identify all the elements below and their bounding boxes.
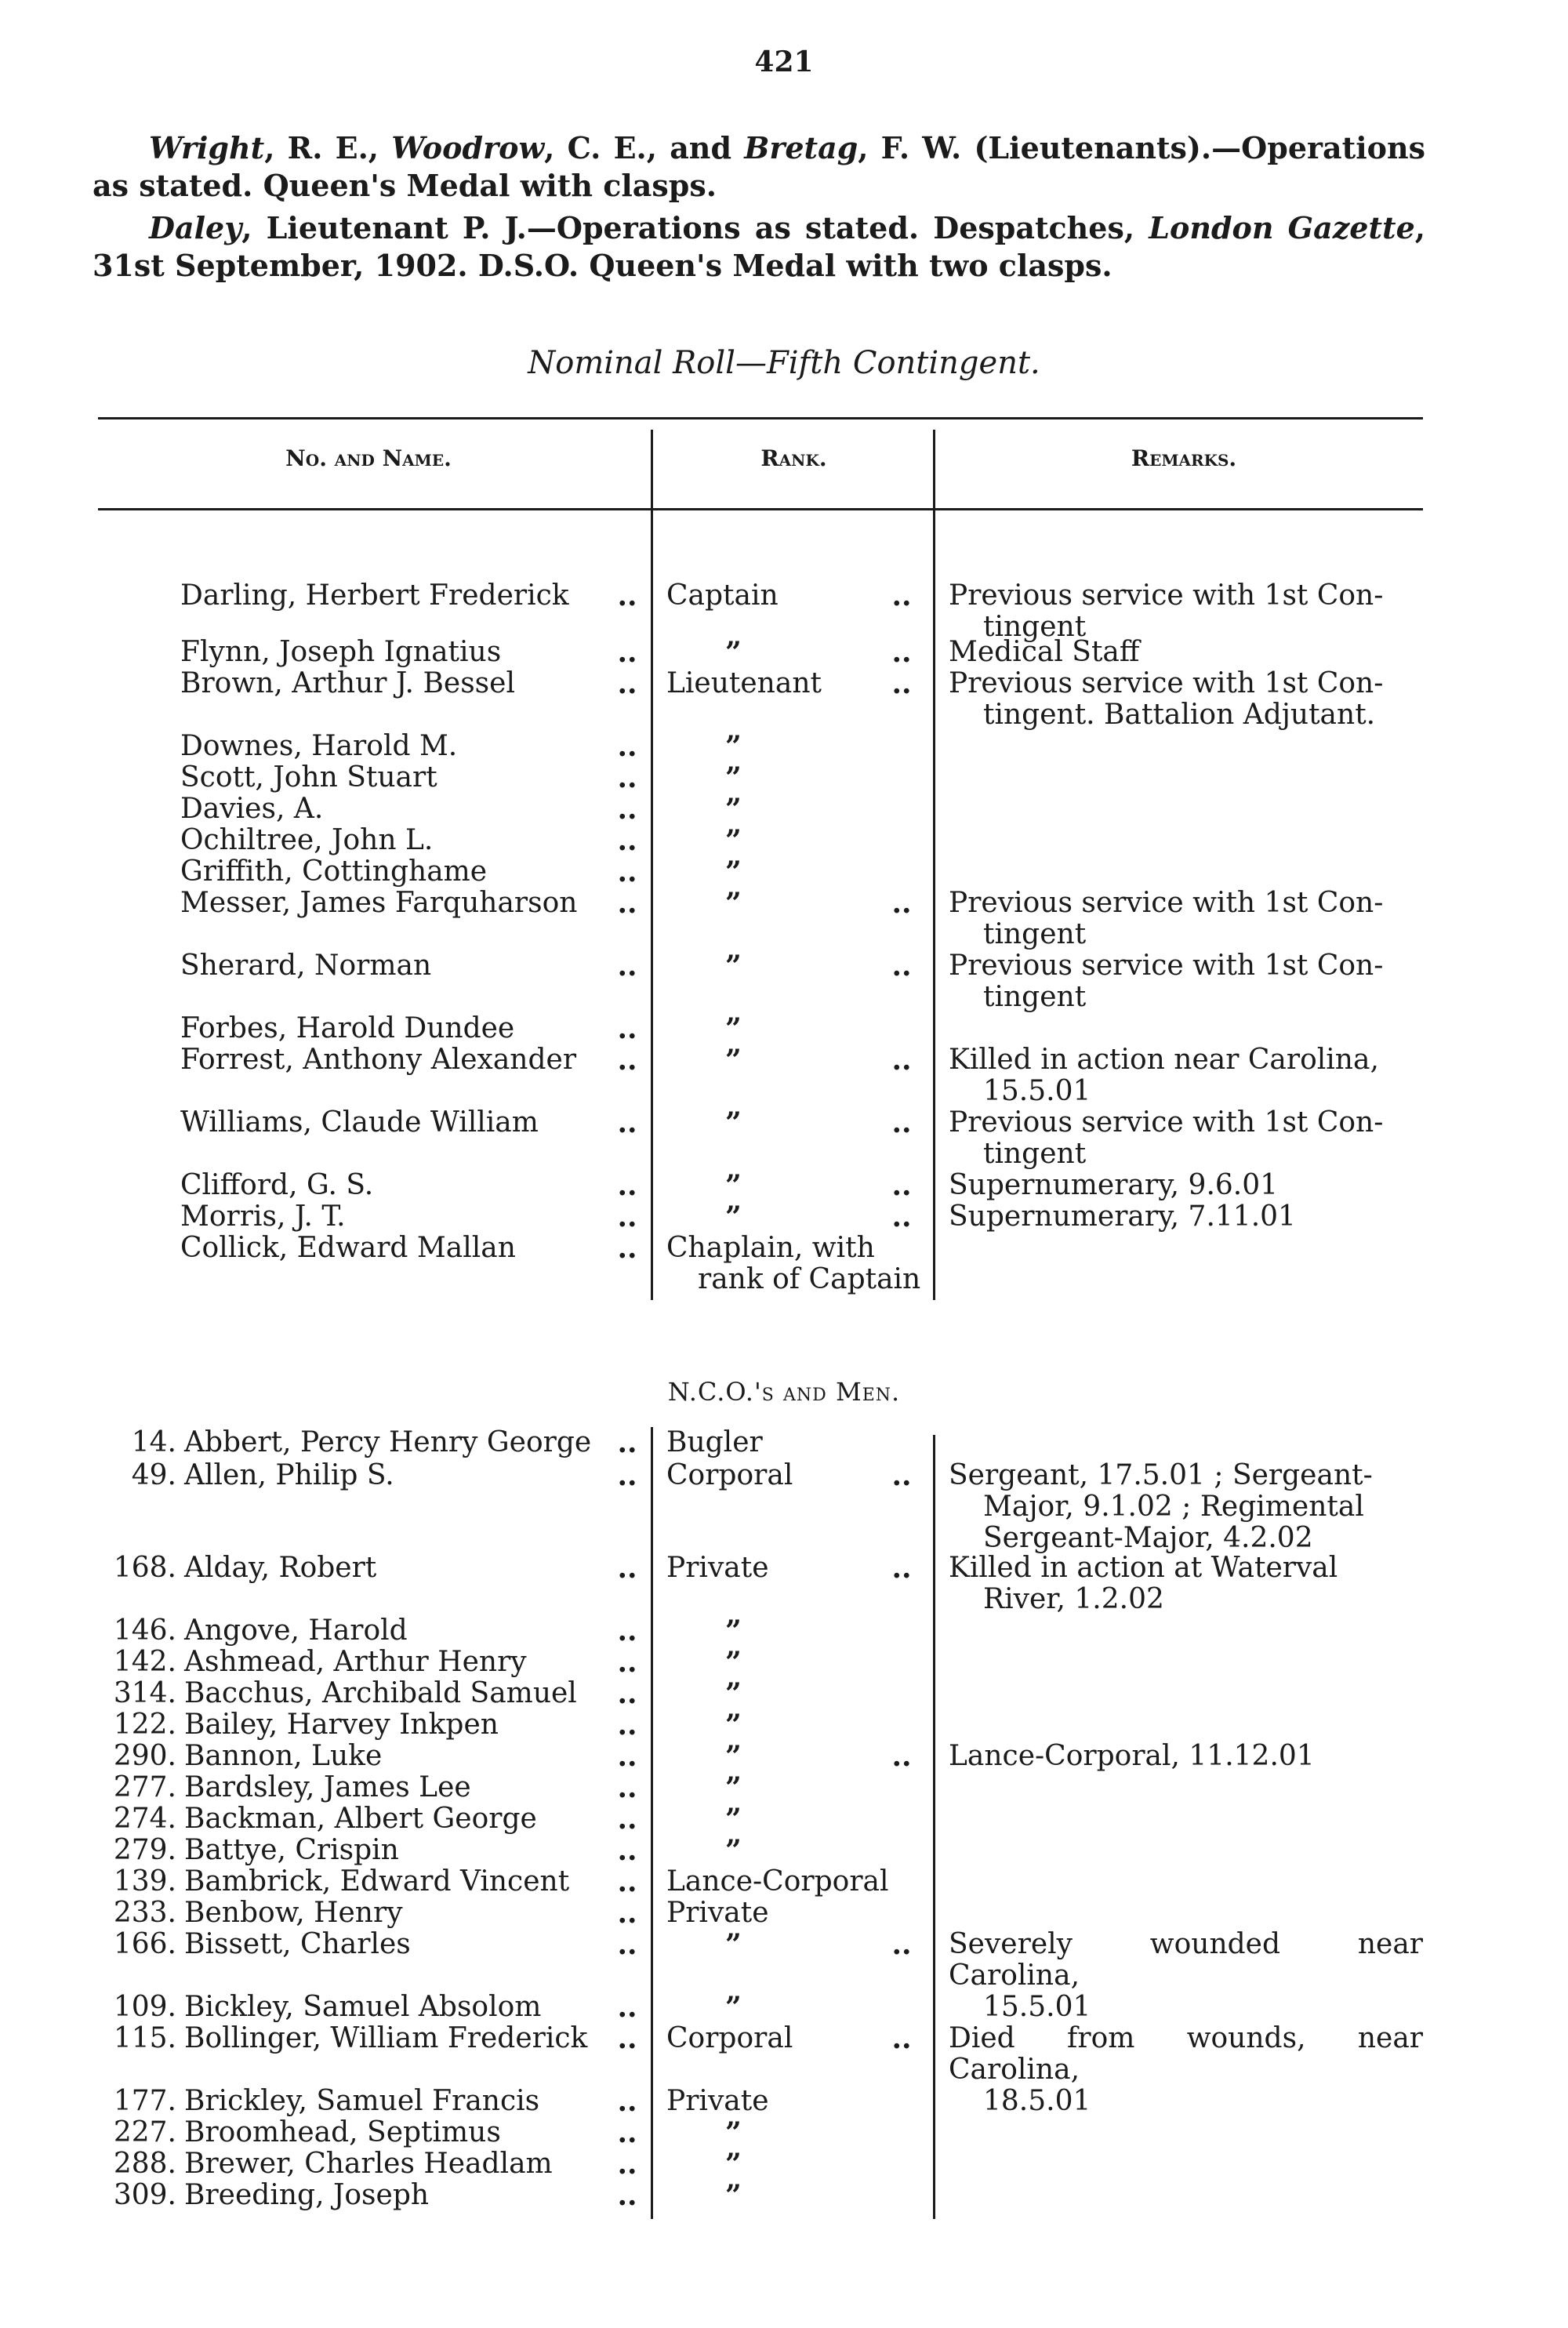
- leader-dots: ..: [617, 1169, 637, 1202]
- remark-line: 15.5.01: [983, 1075, 1091, 1107]
- column-header-remarks: Remarks.: [1131, 445, 1237, 471]
- remark-line: Lance-Corporal, 11.12.01: [949, 1740, 1315, 1772]
- leader-dots: ..: [617, 1740, 637, 1773]
- service-number: 122.: [113, 1709, 176, 1741]
- leader-dots: ..: [891, 1044, 912, 1077]
- nco-name: Bollinger, William Frederick: [184, 2022, 588, 2054]
- officer-remark: [949, 668, 1423, 731]
- officer-remark: [949, 1044, 1423, 1107]
- officer-rank: ”: [725, 1200, 742, 1233]
- officer-rank: ”: [725, 824, 742, 857]
- nco-name: Brickley, Samuel Francis: [184, 2085, 540, 2117]
- officer-rank: ”: [725, 761, 742, 794]
- intro-text: [93, 129, 1425, 285]
- leader-dots: ..: [617, 636, 637, 669]
- remark-line: Supernumerary, 9.6.01: [949, 1169, 1279, 1201]
- remark-line: Previous service with 1st Con-: [949, 667, 1384, 699]
- service-number: 14.: [131, 1426, 176, 1458]
- officer-name: Flynn, Joseph Ignatius: [180, 636, 502, 668]
- london-gazette: London Gazette: [1149, 210, 1415, 245]
- nco-name: Bissett, Charles: [184, 1928, 411, 1960]
- officer-name: Ochiltree, John L.: [180, 824, 434, 856]
- remark-line: tingent. Battalion Adjutant.: [983, 699, 1376, 731]
- remark-line: tingent: [983, 611, 1087, 643]
- officer-rank: ”: [725, 793, 742, 826]
- leader-dots: ..: [891, 1552, 912, 1585]
- leader-dots: ..: [617, 950, 637, 982]
- intro-paragraph-1: Wright, R. E., Woodrow, C. E., and Bretag, F. W. (Lieutenants).—Operations as stated. Queen's Medal with clasps.: [93, 130, 1425, 203]
- officer-remark: [949, 580, 1423, 643]
- leader-dots: ..: [617, 579, 637, 612]
- nco-rank: Private: [666, 1897, 769, 1929]
- leader-dots: ..: [617, 1834, 637, 1867]
- nco-name: Brewer, Charles Headlam: [184, 2148, 553, 2180]
- nco-rank: Corporal: [666, 1459, 793, 1491]
- remark-line: 18.5.01: [983, 2085, 1091, 2117]
- remark-line: Previous service with 1st Con-: [949, 950, 1384, 982]
- officer-name: Clifford, G. S.: [180, 1169, 374, 1201]
- leader-dots: ..: [617, 730, 637, 763]
- service-number: 115.: [113, 2022, 176, 2054]
- remark-line: Major, 9.1.02 ; Regimental: [983, 1491, 1364, 1523]
- leader-dots: ..: [617, 1106, 637, 1139]
- leader-dots: ..: [891, 636, 912, 669]
- leader-dots: ..: [617, 1200, 637, 1233]
- leader-dots: ..: [617, 1865, 637, 1898]
- officer-name: Brown, Arthur J. Bessel: [180, 667, 515, 699]
- service-number: 290.: [113, 1740, 176, 1772]
- remark-line: Previous service with 1st Con-: [949, 579, 1384, 612]
- officer-remark: [949, 1170, 1423, 1201]
- nco-rank: Bugler: [666, 1426, 763, 1458]
- leader-dots: ..: [617, 1709, 637, 1741]
- service-number: 139.: [113, 1865, 176, 1898]
- service-number: 146.: [113, 1614, 176, 1647]
- nco-remark: [949, 1929, 1423, 2023]
- leader-dots: ..: [617, 1012, 637, 1045]
- remark-line: Previous service with 1st Con-: [949, 887, 1384, 919]
- service-number: 166.: [113, 1928, 176, 1960]
- leader-dots: ..: [891, 887, 912, 920]
- leader-dots: ..: [891, 2022, 912, 2055]
- leader-dots: ..: [617, 887, 637, 920]
- nco-heading: N.C.O.'s and Men.: [667, 1377, 901, 1407]
- leader-dots: ..: [617, 1991, 637, 2024]
- surname-woodrow: Woodrow: [391, 130, 545, 165]
- leader-dots: ..: [891, 950, 912, 982]
- officer-rank: [666, 1233, 925, 1295]
- leader-dots: ..: [617, 793, 637, 826]
- remark-line: tingent: [983, 1138, 1087, 1170]
- service-number: 109.: [113, 1991, 176, 2023]
- nco-rank: Lance-Corporal: [666, 1865, 889, 1898]
- table-top-rule: [98, 417, 1423, 419]
- remark-line: Sergeant-Major, 4.2.02: [983, 1522, 1313, 1554]
- nco-rank: ”: [725, 1614, 742, 1647]
- remark-line: 15.5.01: [983, 1991, 1091, 2023]
- officer-rank: ”: [725, 730, 742, 763]
- service-number: 277.: [113, 1771, 176, 1803]
- officer-name: Williams, Claude William: [180, 1106, 539, 1139]
- leader-dots: ..: [617, 1928, 637, 1961]
- officer-rank: ”: [725, 1169, 742, 1202]
- leader-dots: ..: [617, 1614, 637, 1647]
- page-number: 421: [754, 45, 814, 78]
- intro-paragraph-2: Daley, Lieutenant P. J.—Operations as stated. Despatches, London Gazette, 31st September, 1902. D.S.O. Queen's Medal with two clasps.: [93, 210, 1425, 283]
- officer-name: Morris, J. T.: [180, 1200, 346, 1233]
- nco-name: Bailey, Harvey Inkpen: [184, 1709, 499, 1741]
- nco-remark: [949, 1553, 1423, 1615]
- remark-line: Previous service with 1st Con-: [949, 1106, 1384, 1139]
- officer-rank: ”: [725, 950, 742, 982]
- nco-name: Bambrick, Edward Vincent: [184, 1865, 570, 1898]
- officer-rank: ”: [725, 1044, 742, 1077]
- leader-dots: ..: [617, 1426, 637, 1459]
- leader-dots: ..: [617, 1897, 637, 1930]
- nco-rank: ”: [725, 2148, 742, 2181]
- leader-dots: ..: [617, 1803, 637, 1836]
- leader-dots: ..: [617, 1232, 637, 1265]
- remark-line: Killed in action at Waterval: [949, 1552, 1338, 1584]
- remark-line: tingent: [983, 918, 1087, 950]
- service-number: 279.: [113, 1834, 176, 1866]
- nco-name: Backman, Albert George: [184, 1803, 537, 1835]
- remark-line: Severely wounded near Carolina,: [949, 1928, 1423, 1992]
- officer-name: Messer, James Farquharson: [180, 887, 578, 919]
- column-header-rank: Rank.: [760, 445, 827, 471]
- leader-dots: ..: [891, 1200, 912, 1233]
- nco-rank: ”: [725, 1709, 742, 1741]
- officer-name: Forbes, Harold Dundee: [180, 1012, 515, 1044]
- officer-remark: [949, 1107, 1423, 1170]
- service-number: 177.: [113, 2085, 176, 2117]
- nco-rank: ”: [725, 2179, 742, 2212]
- nco-rank: ”: [725, 1740, 742, 1773]
- officer-rank: ”: [725, 855, 742, 888]
- officer-rank: ”: [725, 1012, 742, 1045]
- leader-dots: ..: [617, 824, 637, 857]
- leader-dots: ..: [891, 1106, 912, 1139]
- nco-remark: [949, 2023, 1423, 2117]
- remark-line: Killed in action near Carolina,: [949, 1044, 1379, 1076]
- service-number: 233.: [113, 1897, 176, 1929]
- nco-name: Bardsley, James Lee: [184, 1771, 471, 1803]
- officer-name: Davies, A.: [180, 793, 324, 825]
- nco-rank: ”: [725, 1928, 742, 1961]
- table-header-rule: [98, 508, 1423, 510]
- leader-dots: ..: [617, 1044, 637, 1077]
- nco-name: Angove, Harold: [184, 1614, 408, 1647]
- remark-line: Sergeant, 17.5.01 ; Sergeant-: [949, 1459, 1373, 1491]
- roll-title: Nominal Roll—Fifth Contingent.: [528, 345, 1040, 381]
- nco-name: Broomhead, Septimus: [184, 2116, 501, 2148]
- leader-dots: ..: [617, 1771, 637, 1804]
- leader-dots: ..: [617, 2179, 637, 2212]
- leader-dots: ..: [891, 1459, 912, 1492]
- nco-name: Ashmead, Arthur Henry: [184, 1646, 527, 1678]
- nco-name: Bacchus, Archibald Samuel: [184, 1677, 577, 1709]
- surname-daley: Daley: [149, 210, 242, 245]
- service-number: 168.: [113, 1552, 176, 1584]
- officer-rank: ”: [725, 887, 742, 920]
- rank-line: rank of Captain: [698, 1263, 921, 1295]
- leader-dots: ..: [617, 761, 637, 794]
- nco-name: Benbow, Henry: [184, 1897, 403, 1929]
- leader-dots: ..: [891, 1928, 912, 1961]
- column-header-name: No. and Name.: [285, 445, 452, 471]
- nco-rank: ”: [725, 1677, 742, 1710]
- leader-dots: ..: [617, 2085, 637, 2118]
- nco-remark: [949, 1460, 1423, 1554]
- officer-name: Collick, Edward Mallan: [180, 1232, 516, 1264]
- nco-name: Breeding, Joseph: [184, 2179, 430, 2211]
- leader-dots: ..: [617, 1677, 637, 1710]
- service-number: 142.: [113, 1646, 176, 1678]
- officer-rank: Captain: [666, 579, 779, 612]
- table-divider-rank: [651, 430, 653, 1300]
- nco-rank: Private: [666, 1552, 769, 1584]
- nco-rank: ”: [725, 1803, 742, 1836]
- officer-name: Griffith, Cottinghame: [180, 855, 488, 888]
- nco-divider-rank: [651, 1427, 653, 2219]
- service-number: 288.: [113, 2148, 176, 2180]
- nco-remark: [949, 1741, 1423, 1772]
- service-number: 227.: [113, 2116, 176, 2148]
- rank-line: Chaplain, with: [666, 1232, 875, 1264]
- officer-name: Forrest, Anthony Alexander: [180, 1044, 577, 1076]
- officer-rank: Lieutenant: [666, 667, 822, 699]
- officer-rank: ”: [725, 1106, 742, 1139]
- nco-rank: ”: [725, 1991, 742, 2024]
- remark-line: River, 1.2.02: [983, 1583, 1164, 1615]
- leader-dots: ..: [617, 1552, 637, 1585]
- remark-line: Medical Staff: [949, 636, 1140, 668]
- surname-wright: Wright: [149, 130, 265, 165]
- surname-bretag: Bretag: [744, 130, 858, 165]
- nco-name: Bannon, Luke: [184, 1740, 383, 1772]
- leader-dots: ..: [617, 2116, 637, 2149]
- leader-dots: ..: [617, 1646, 637, 1679]
- leader-dots: ..: [891, 579, 912, 612]
- leader-dots: ..: [617, 1459, 637, 1492]
- service-number: 314.: [113, 1677, 176, 1709]
- nco-name: Battye, Crispin: [184, 1834, 399, 1866]
- nco-name: Allen, Philip S.: [184, 1459, 394, 1491]
- nco-rank: ”: [725, 1834, 742, 1867]
- officer-name: Darling, Herbert Frederick: [180, 579, 569, 612]
- nco-rank: ”: [725, 2116, 742, 2149]
- nco-name: Alday, Robert: [184, 1552, 377, 1584]
- leader-dots: ..: [617, 2148, 637, 2181]
- officer-rank: ”: [725, 636, 742, 669]
- leader-dots: ..: [891, 1740, 912, 1773]
- officer-remark: [949, 1201, 1423, 1233]
- officer-name: Downes, Harold M.: [180, 730, 458, 762]
- leader-dots: ..: [617, 667, 637, 700]
- nco-name: Abbert, Percy Henry George: [184, 1426, 592, 1458]
- officer-remark: [949, 888, 1423, 950]
- nco-rank: ”: [725, 1646, 742, 1679]
- nco-rank: Private: [666, 2085, 769, 2117]
- service-number: 309.: [113, 2179, 176, 2211]
- service-number: 49.: [131, 1459, 176, 1491]
- service-number: 274.: [113, 1803, 176, 1835]
- officer-remark: [949, 637, 1423, 668]
- leader-dots: ..: [617, 855, 637, 888]
- nco-rank: Corporal: [666, 2022, 793, 2054]
- nco-name: Bickley, Samuel Absolom: [184, 1991, 542, 2023]
- leader-dots: ..: [891, 1169, 912, 1202]
- remark-line: Died from wounds, near Carolina,: [949, 2022, 1423, 2086]
- remark-line: tingent: [983, 981, 1087, 1013]
- officer-remark: [949, 950, 1423, 1013]
- officer-name: Sherard, Norman: [180, 950, 432, 982]
- nco-rank: ”: [725, 1771, 742, 1804]
- leader-dots: ..: [891, 667, 912, 700]
- leader-dots: ..: [617, 2022, 637, 2055]
- remark-line: Supernumerary, 7.11.01: [949, 1200, 1296, 1233]
- officer-name: Scott, John Stuart: [180, 761, 437, 794]
